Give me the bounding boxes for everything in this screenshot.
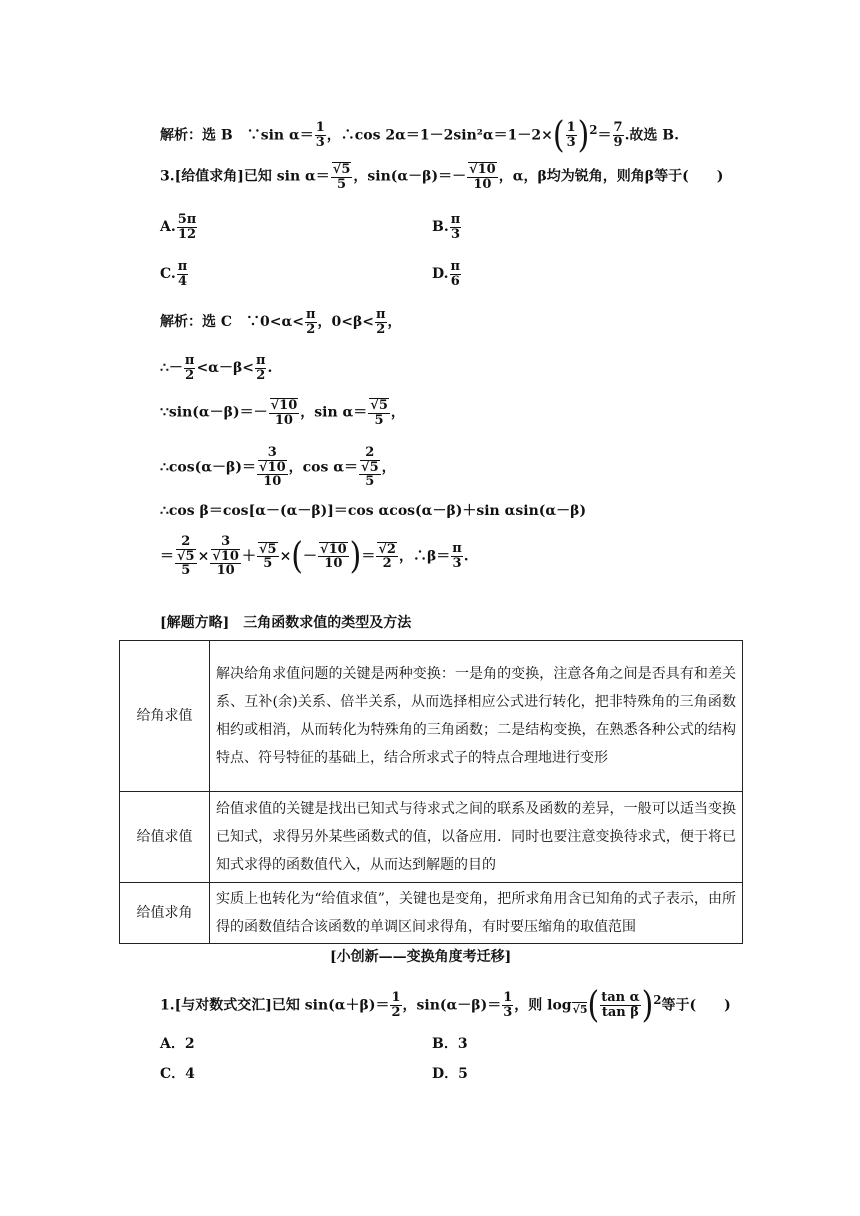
solution-line-4: ∴cos(α－β)＝ 3 √ 10 10 ，cos α＝ 2 √ 5 5 ， xyxy=(160,446,396,489)
option-a[interactable]: A．2 xyxy=(160,1036,195,1052)
table-row xyxy=(120,641,743,792)
option-b[interactable]: B. $\frac{\pi}{3}$ xyxy=(432,212,461,242)
strategy-table xyxy=(119,640,743,944)
option-c[interactable]: C．4 xyxy=(160,1066,195,1082)
fraction: √ $\frac{10}{10}$ xyxy=(467,162,498,191)
table-head-cell: 给值求值 xyxy=(120,792,210,883)
fraction: $\frac{7}{9}$ xyxy=(613,120,623,150)
table-body-cell: 解决给角求值问题的关键是两种变换：一是角的变换，注意各角之间是否具有和差关系、互补(余)关系、倍半关系，从而选择相应公式进行转化，把非特殊角的三角函数相约或相消，从而转化为特殊角的三角函数；二是结构变换，在熟悉各种公式的结构特点、符号特征的基础上，结合所求式子的特点合理地进行变形 xyxy=(210,641,743,792)
option-a[interactable]: A. $\frac{5\pi}{12}$ xyxy=(160,212,197,242)
analysis-b: 解析：选 B ∵sin α＝ $\frac{1}{3}$ ，∴cos 2α＝1－2sin²α＝1－2×( $\frac{1}{3}$ )$^2$＝ $\frac{7}{9}$ .故选 B. xyxy=(160,114,680,157)
fraction: $\frac{1}{3}$ xyxy=(566,120,576,150)
question-tag: [给值求角] xyxy=(174,168,244,185)
question-tag: [与对数式交汇] xyxy=(174,997,272,1014)
table-row xyxy=(120,792,743,883)
table-head-cell: 给值求角 xyxy=(120,883,210,944)
solution-line-2: ∴－ $\frac{\pi}{2}$ <α－β< $\frac{\pi}{2}$ . xyxy=(160,353,273,383)
table-body-cell: 实质上也转化为“给值求值”，关键也是变角，把所求角用含已知角的式子表示，由所得的函数值结合该函数的单调区间求得角，有时要压缩角的取值范围 xyxy=(210,883,743,944)
table-row xyxy=(120,883,743,944)
section-title: [小创新——变换角度考迁移] xyxy=(330,949,512,965)
option-d[interactable]: D. $\frac{\pi}{6}$ xyxy=(432,259,461,289)
table-body-cell: 给值求值的关键是找出已知式与待求式之间的联系及函数的差异，一般可以适当变换已知式，求得另外某些函数式的值，以备应用．同时也要注意变换待求式，便于将已知式求得的函数值代入，从而达到解题的目的 xyxy=(210,792,743,883)
question-3: 3.[给值求角]已知 sin α＝ √ $\frac{5}{5}$ ，sin(α－β)＝－ √ $\frac{10}{10}$ ，α，β均为锐角，则角β等于( ) xyxy=(160,162,723,191)
table-head-cell: 给角求值 xyxy=(120,641,210,792)
strategy-title: [解题方略] 三角函数求值的类型及方法 xyxy=(160,615,412,631)
solution-line-3: ∵sin(α－β)＝－ √ $\frac{10}{10}$ ，sin α＝ √ $\frac{5}{5}$ ， xyxy=(160,398,405,427)
question-1: 1.[与对数式交汇]已知 sin(α＋β)＝ $\frac{1}{2}$ ，sin(α－β)＝ $\frac{1}{3}$ ，则 log√ $_5$( $\frac{\text{tan α}}{\text{tan β}}$ )$^2$等于( ) xyxy=(160,988,731,1023)
fraction: $\frac{1}{3}$ xyxy=(315,120,325,150)
solution-line-1: 解析：选 C ∵0<α< $\frac{\pi}{2}$ ，0<β< $\frac{\pi}{2}$ ， xyxy=(160,307,402,337)
solution-line-5: ∴cos β＝cos[α－(α－β)]＝cos αcos(α－β)＋sin αsin(α－β) xyxy=(160,503,587,519)
option-d[interactable]: D．5 xyxy=(432,1066,468,1082)
solution-line-6: ＝ 2 √ 5 5 × 3 √ 10 10 ＋ √ $\frac{5}{5}$ ×(－ √ $\frac{10}{10}$ )＝ √ $\frac{2}{2}$ ，∴β＝ $\frac{\pi}{3}$ . xyxy=(160,535,469,578)
fraction: √ $\frac{5}{5}$ xyxy=(331,162,353,191)
option-c[interactable]: C. $\frac{\pi}{4}$ xyxy=(160,259,188,289)
option-b[interactable]: B．3 xyxy=(432,1036,468,1052)
